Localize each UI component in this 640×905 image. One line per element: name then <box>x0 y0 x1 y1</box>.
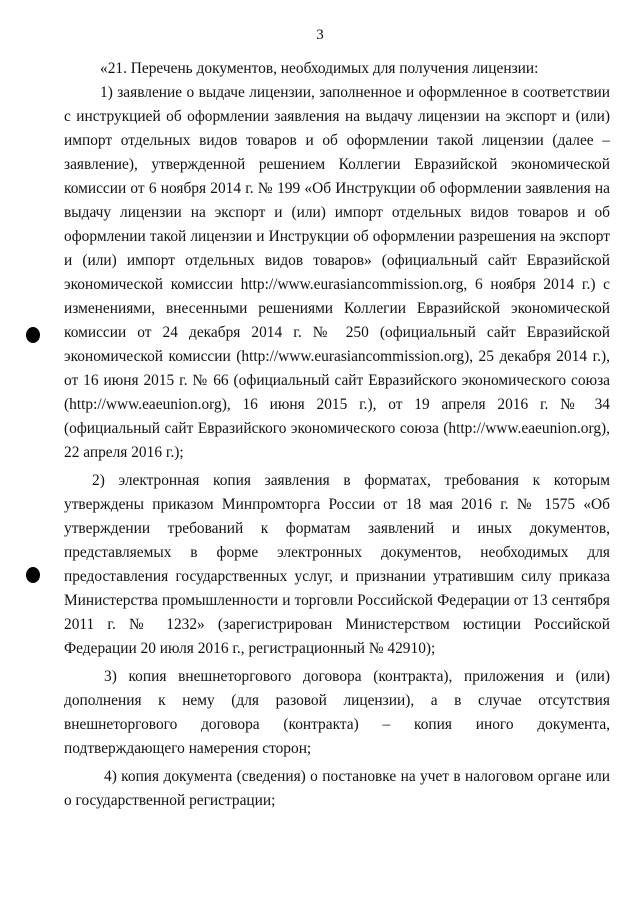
punch-hole-mark <box>26 567 40 583</box>
list-item: 3) копия внешнеторгового договора (контракта), приложения и (или) дополнения к нему (для разовой лицензии), а в случае отсутствия внешнеторгового договора (контракта) – копия иного документа, подтверждающего намерения сторон; <box>64 668 610 757</box>
section-heading: «21. Перечень документов, необходимых для получения лицензии: <box>100 60 539 77</box>
document-body <box>64 57 610 813</box>
punch-hole-mark <box>26 327 40 343</box>
list-item: 4) копия документа (сведения) о постановке на учет в налоговом органе или о государственной регистрации; <box>64 768 610 809</box>
list-item: 2) электронная копия заявления в форматах, требования к которым утверждены приказом Минпромторга России от 18 мая 2016 г. № 1575 «Об утверждении требований к форматам заявлений и иных документов, представляемых в форме электронных документов, необходимых для предоставления государственных услуг, и признании утратившим силу приказа Министерства промышленности и торговли Российской Федерации от 13 сентября 2011 г. № 1232» (зарегистрирован Министерством юстиции Российской Федерации 20 июля 2016 г., регистрационный № 42910); <box>64 472 610 657</box>
page-number: 3 <box>316 27 324 43</box>
list-item: 1) заявление о выдаче лицензии, заполненное и оформленное в соответствии с инструкцией об оформлении заявления на выдачу лицензии на экспорт и (или) импорт отдельных видов товаров и об оформлении такой лицензии (далее – заявление), утвержденной решением Коллегии Евразийской экономической комиссии от 6 ноября 2014 г. № 199 «Об Инструкции об оформлении заявления на выдачу лицензии на экспорт и (или) импорт отдельных видов товаров и об оформлении такой лицензии и Инструкции об оформлении разрешения на экспорт и (или) импорт отдельных видов товаров» (официальный сайт Евразийской экономической комиссии http://www.eurasiancommission.org, 6 ноября 2014 г.) с изменениями, внесенными решениями Коллегии Евразийской экономической комиссии от 24 декабря 2014 г. № 250 (официальный сайт Евразийской экономической комиссии (http://www.eurasiancommission.org), 25 декабря 2014 г.), от 16 июня 2015 г. № 66 (официальный сайт Евразийского экономического союза (http://www.eaeunion.org), 16 июня 2015 г.), от 19 апреля 2016 г. № 34 (официальный сайт Евразийского экономического союза (http://www.eaeunion.org), 22 апреля 2016 г.); <box>64 84 610 461</box>
